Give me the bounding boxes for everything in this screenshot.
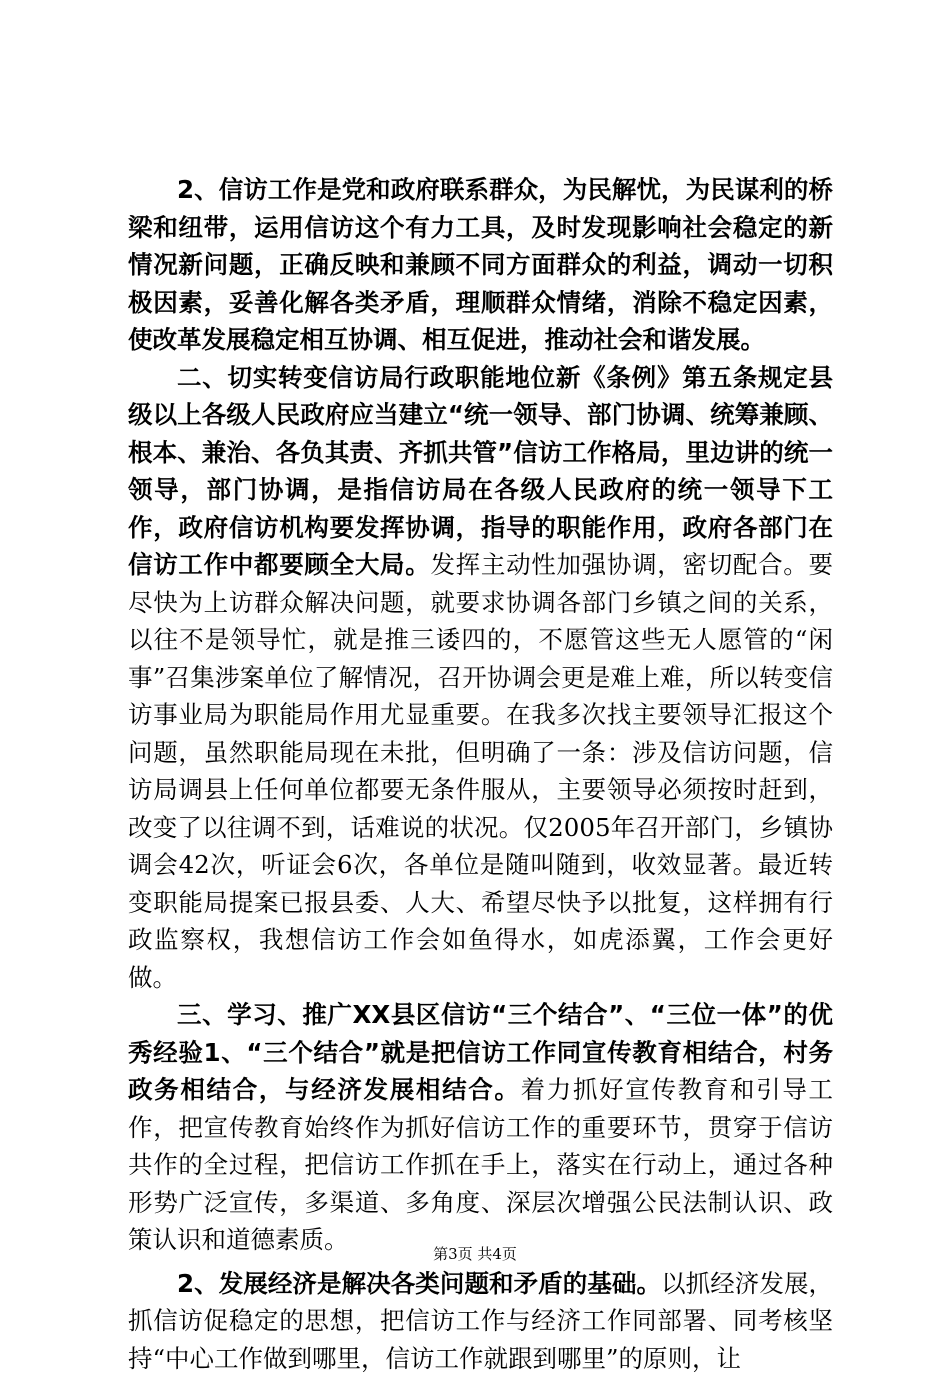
paragraph-2-normal: 发挥主动性加强协调，密切配合。要尽快为上访群众解决问题，就要求协调各部门乡镇之间的关系，以往不是领导忙，就是推三诿四的，不愿管这些无人愿管的“闲事”召集涉案单位了解情况，召开协调会更是难上难，所以转变信访事业局为职能局作用尤显重要。在我多次找主要领导汇报这个问题，虽然职能局现在未批，但明确了一条：涉及信访问题，信访局调县上任何单位都要无条件服从，主要领导必须按时赶到，改变了以往调不到，话难说的状况。仅2005年召开部门，乡镇协调会42次，听证会6次，各单位是随叫随到，收效显著。最近转变职能局提案已报县委、人大、希望尽快予以批复，这样拥有行政监察权，我想信访工作会如鱼得水，如虎添翼，工作会更好做。: [128, 550, 833, 992]
paragraph-3: [128, 997, 833, 1260]
document-page: [128, 172, 833, 1378]
paragraph-1-bold: 2、信访工作是党和政府联系群众，为民解忧，为民谋利的桥梁和纽带，运用信访这个有力工具，及时发现影响社会稳定的新情况新问题，正确反映和兼顾不同方面群众的利益，调动一切积极因素，妥善化解各类矛盾，理顺群众情绪，消除不稳定因素，使改革发展稳定相互协调、相互促进，推动社会和谐发展。: [128, 175, 833, 354]
paragraph-2: [128, 360, 833, 998]
paragraph-4-normal: 以抓经济发展，抓信访促稳定的思想，把信访工作与经济工作同部署、同考核坚持“中心工作做到哪里，信访工作就跟到哪里”的原则，让: [128, 1269, 833, 1373]
paragraph-3-normal: 着力抓好宣传教育和引导工作，把宣传教育始终作为抓好信访工作的重要环节，贯穿于信访共作的全过程，把信访工作抓在手上，落实在行动上，通过各种形势广泛宣传，多渠道、多角度、深层次增强公民法制认识、政策认识和道德素质。: [128, 1075, 833, 1254]
page-footer: 第3页 共4页: [0, 1244, 950, 1264]
paragraph-4: [128, 1266, 833, 1378]
paragraph-3-bold: 三、学习、推广XX县区信访“三个结合”、“三位一体”的优秀经验1、“三个结合”就是把信访工作同宣传教育相结合，村务政务相结合，与经济发展相结合。: [128, 1000, 833, 1104]
paragraph-2-bold: 二、切实转变信访局行政职能地位新《条例》第五条规定县级以上各级人民政府应当建立“统一领导、部门协调、统筹兼顾、根本、兼治、各负其责、齐抓共管”信访工作格局，里边讲的统一领导，部门协调，是指信访局在各级人民政府的统一领导下工作，政府信访机构要发挥协调，指导的职能作用，政府各部门在信访工作中都要顾全大局。: [128, 363, 833, 580]
paragraph-4-bold: 2、发展经济是解决各类问题和矛盾的基础。: [177, 1269, 661, 1298]
paragraph-1: [128, 172, 833, 360]
